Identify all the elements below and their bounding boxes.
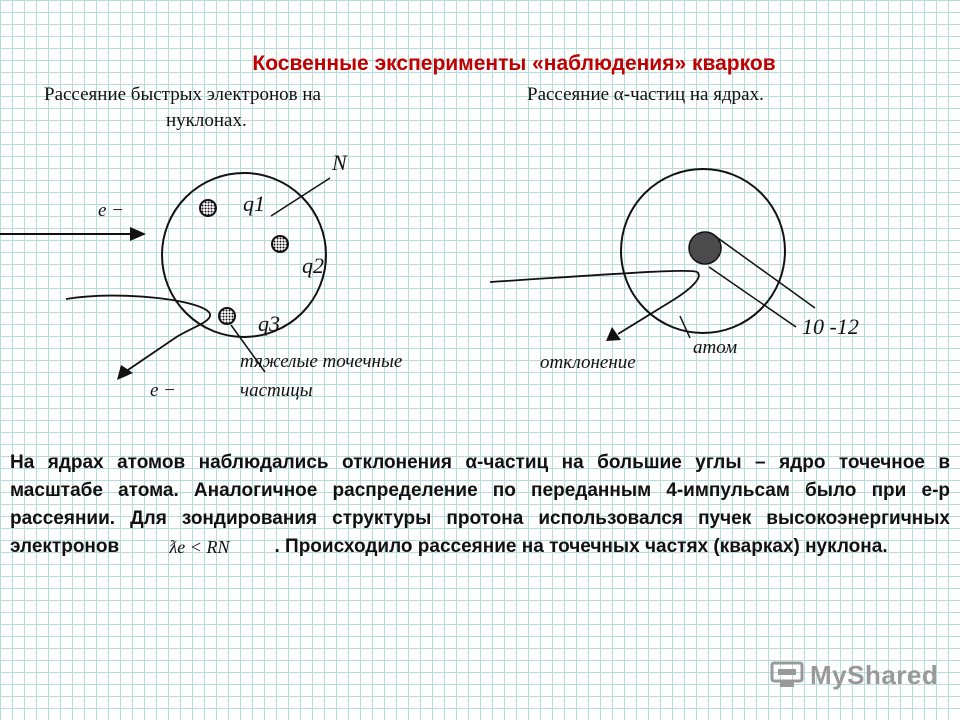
atom-label: атом	[693, 337, 738, 358]
quark-q3-label: q3	[258, 311, 280, 336]
nucleon-label: N	[332, 150, 347, 175]
size-label: 10 -12	[802, 314, 859, 339]
points-label-line1: тяжелые точечные	[240, 351, 403, 372]
points-label-line2: частицы	[240, 380, 313, 401]
quark-q2-label: q2	[302, 253, 324, 278]
incoming-arrowhead	[130, 227, 146, 241]
quark-q1-label: q1	[243, 191, 265, 216]
atom-diagram	[490, 169, 815, 341]
outgoing-electron-label: e −	[150, 380, 177, 401]
body-text-tail: . Происходило рассеяние на точечных частях (кварках) нуклона.	[274, 536, 888, 558]
size-pointer-line2	[709, 267, 796, 327]
incoming-electron-label: e −	[98, 200, 125, 221]
quark-q2	[272, 236, 288, 252]
nucleon-pointer-line	[271, 178, 330, 216]
left-caption-line2: нуклонах.	[166, 110, 247, 131]
slide-title: Косвенные эксперименты «наблюдения» кварков	[252, 52, 776, 75]
deflection-label: отклонение	[540, 352, 636, 373]
atom-pointer-line	[680, 316, 690, 338]
quark-q3	[219, 308, 235, 324]
body-paragraph	[10, 449, 950, 561]
watermark-text: MyShared	[810, 659, 939, 690]
watermark-icon	[770, 661, 804, 689]
watermark-logo	[770, 660, 938, 690]
quark-q1	[200, 200, 216, 216]
body-text-main: На ядрах атомов наблюдались отклонения α-частиц на большие углы – ядро точечное в масштабе атома. Аналогичное распределение по переданным 4-импульсам было при e-p рассеянии. Для зондирования структуры протона использовался пучек высокоэнергичных электронов	[10, 452, 950, 558]
scattered-electron-path	[66, 296, 210, 372]
left-caption-line1: Рассеяние быстрых электронов на	[44, 84, 321, 105]
nucleon-diagram	[0, 173, 330, 380]
size-pointer-line1	[715, 236, 815, 308]
right-caption: Рассеяние α-частиц на ядрах.	[527, 84, 764, 105]
wavelength-formula: ƛe < RN	[169, 537, 230, 557]
